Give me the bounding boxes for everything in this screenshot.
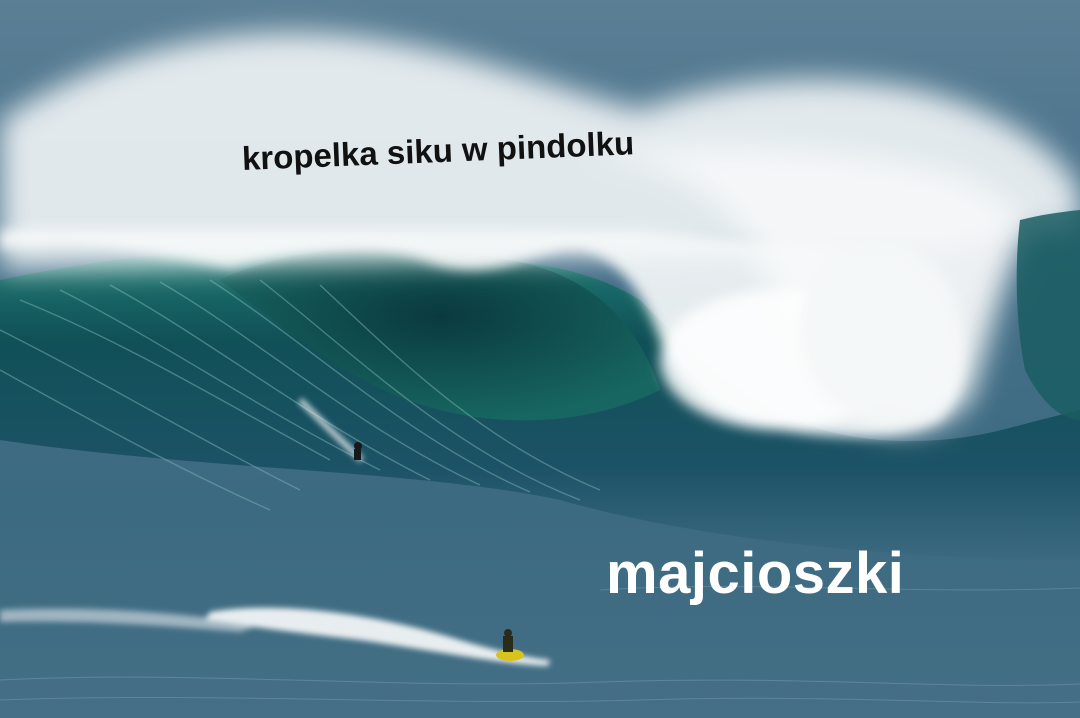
top-caption: kropelka siku w pindolku	[241, 124, 635, 177]
bottom-caption: majcioszki	[606, 541, 905, 606]
